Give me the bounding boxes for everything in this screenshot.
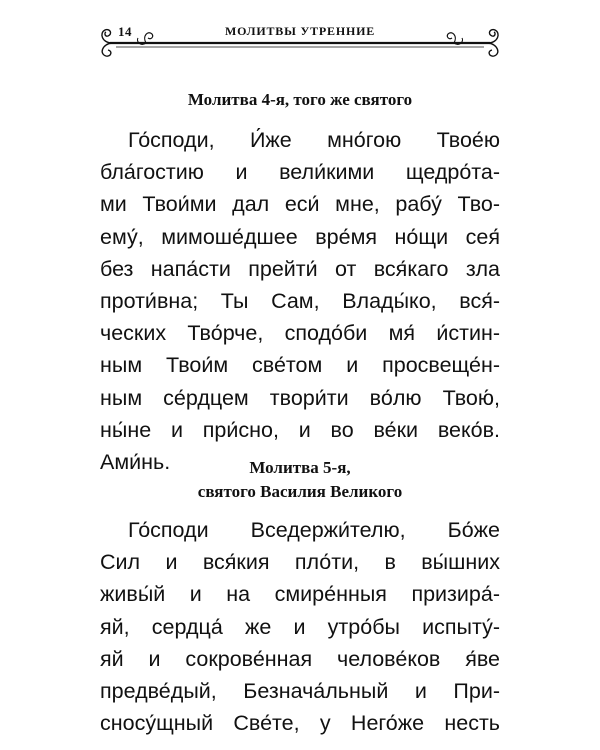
text-line: сносу́щный Све́те, у Него́же несть <box>100 711 500 736</box>
prayer-title <box>96 456 504 504</box>
text-line: проти́вна; Ты Сам, Влады́ко, вся́- <box>100 289 500 314</box>
text-line: ным се́рдцем твори́ти во́лю Твою́, <box>100 385 500 410</box>
text-line: ным Твои́м све́том и просвеще́н- <box>100 353 500 378</box>
prayer-title-line: святого Василия Великого <box>197 482 403 501</box>
text-line: ческих Тво́рче, сподо́би мя́ и́стин- <box>100 321 500 346</box>
text-line: ны́не и при́сно, и во ве́ки веко́в. <box>100 417 500 442</box>
text-line: ему́, мимоше́дшее вре́мя но́щи сея́ <box>100 224 500 249</box>
text-line: бла́гостию и вели́кими щедро́та- <box>100 160 500 185</box>
text-line: Сил и вся́кия пло́ти, в вы́шних <box>100 550 500 575</box>
prayer-text <box>100 124 500 478</box>
text-line: яй, сердца́ же и утро́бы испыту́- <box>100 614 500 639</box>
prayer-title-line: Молитва 4-я, того же святого <box>187 90 413 109</box>
text-line: без напа́сти прейти́ от вся́каго зла <box>100 256 500 281</box>
prayer-title-line: Молитва 5-я, <box>249 458 351 477</box>
text-line: Го́споди Вседержи́телю, Бо́же <box>128 518 500 542</box>
text-line: ми Твои́ми дал еси́ мне, рабу́ Тво- <box>100 192 500 217</box>
text-line: предве́дый, Безнача́льный и При- <box>100 679 500 704</box>
text-line: Го́споди, И́же мно́гою Твое́ю <box>128 128 500 152</box>
prayer-title <box>96 88 504 112</box>
page-number: 14 <box>118 24 132 39</box>
text-line: яй и сокрове́нная челове́ков я́ве <box>100 646 500 671</box>
prayer-text <box>100 514 500 739</box>
running-title: МОЛИТВЫ УТРЕННИЕ <box>224 24 376 38</box>
text-line: Ами́нь. <box>100 450 171 475</box>
page-header <box>96 22 504 62</box>
text-line: живы́й и на смире́нныя призира́- <box>100 582 500 607</box>
